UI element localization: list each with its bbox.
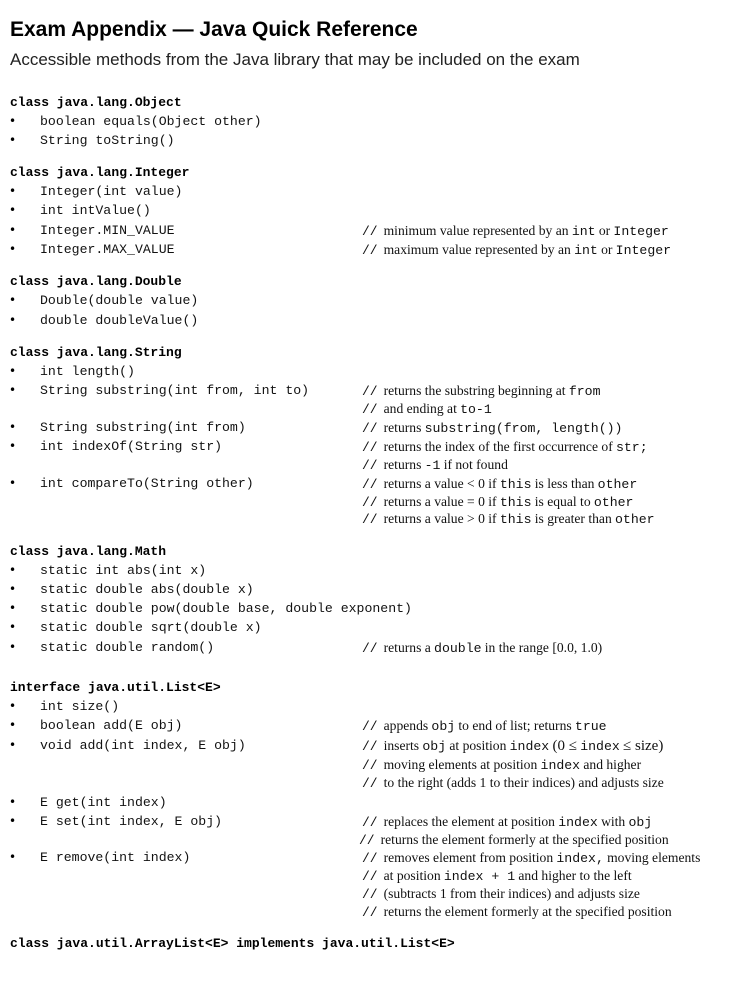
object-class-header: class java.lang.Object <box>10 95 182 110</box>
double-constructor: Double(double value) <box>40 293 199 308</box>
bullet: • <box>9 718 17 732</box>
string-length-method: int length() <box>40 364 135 379</box>
math-abs-double-method: static double abs(double x) <box>40 582 254 597</box>
bullet: • <box>9 476 17 490</box>
integer-max-comment: // maximum value represented by an int or Integer <box>362 242 672 258</box>
double-doublevalue-method: double doubleValue() <box>40 313 199 328</box>
bullet: • <box>9 814 17 828</box>
list-size-method: int size() <box>40 699 120 714</box>
integer-max-value: Integer.MAX_VALUE <box>40 242 175 257</box>
list-remove-comment-4: // returns the element formerly at the specified position <box>362 904 672 920</box>
bullet: • <box>9 293 17 307</box>
math-abs-int-method: static int abs(int x) <box>40 563 207 578</box>
bullet: • <box>9 242 17 256</box>
page-title: Exam Appendix — Java Quick Reference <box>10 18 418 41</box>
list-add-method: boolean add(E obj) <box>40 718 183 733</box>
string-substring-comment-2: // and ending at to-1 <box>362 401 492 417</box>
math-pow-method: static double pow(double base, double exponent) <box>40 601 412 616</box>
string-indexof-comment-1: // returns the index of the first occurrence of str; <box>362 439 648 455</box>
bullet: • <box>9 563 17 577</box>
bullet: • <box>9 313 17 327</box>
string-substring-two-arg: String substring(int from, int to) <box>40 383 310 398</box>
bullet: • <box>9 114 17 128</box>
bullet: • <box>9 582 17 596</box>
bullet: • <box>9 420 17 434</box>
arraylist-class-header: class java.util.ArrayList<E> implements java.util.List<E> <box>10 936 455 951</box>
bullet: • <box>9 184 17 198</box>
list-get-method: E get(int index) <box>40 795 167 810</box>
integer-min-value: Integer.MIN_VALUE <box>40 223 175 238</box>
list-add-index-comment-2: // moving elements at position index and higher <box>362 757 642 773</box>
bullet: • <box>9 223 17 237</box>
list-remove-comment-3: // (subtracts 1 from their indices) and adjusts size <box>362 886 640 902</box>
bullet: • <box>9 439 17 453</box>
string-compareto-comment-1: // returns a value < 0 if this is less than other <box>362 476 638 492</box>
integer-min-comment: // minimum value represented by an int or Integer <box>362 223 669 239</box>
object-equals-method: boolean equals(Object other) <box>40 114 262 129</box>
list-remove-comment-2: // at position index + 1 and higher to the left <box>362 868 632 884</box>
integer-intvalue-method: int intValue() <box>40 203 151 218</box>
double-class-header: class java.lang.Double <box>10 274 182 289</box>
bullet: • <box>9 601 17 615</box>
math-random-method: static double random() <box>40 640 215 655</box>
list-set-method: E set(int index, E obj) <box>40 814 223 829</box>
bullet: • <box>9 699 17 713</box>
bullet: • <box>9 364 17 378</box>
bullet: • <box>9 203 17 217</box>
string-substring-from-comment: // returns substring(from, length()) <box>362 420 623 436</box>
list-add-index-comment-1: // inserts obj at position index (0 ≤ index ≤ size) <box>362 738 664 754</box>
string-indexof-method: int indexOf(String str) <box>40 439 223 454</box>
list-set-comment-2: // returns the element formerly at the specified position <box>359 832 669 848</box>
page-subtitle: Accessible methods from the Java library that may be included on the exam <box>10 50 580 69</box>
bullet: • <box>9 620 17 634</box>
list-add-index-method: void add(int index, E obj) <box>40 738 246 753</box>
bullet: • <box>9 133 17 147</box>
string-substring-comment-1: // returns the substring beginning at from <box>362 383 601 399</box>
math-class-header: class java.lang.Math <box>10 544 167 559</box>
list-interface-header: interface java.util.List<E> <box>10 680 221 695</box>
string-class-header: class java.lang.String <box>10 345 182 360</box>
math-sqrt-method: static double sqrt(double x) <box>40 620 262 635</box>
list-remove-comment-1: // removes element from position index, moving elements <box>362 850 701 866</box>
list-add-index-comment-3: // to the right (adds 1 to their indices) and adjusts size <box>362 775 664 791</box>
integer-constructor: Integer(int value) <box>40 184 183 199</box>
string-compareto-comment-2: // returns a value = 0 if this is equal to other <box>362 494 634 510</box>
list-remove-method: E remove(int index) <box>40 850 191 865</box>
string-compareto-comment-3: // returns a value > 0 if this is greater than other <box>362 511 655 527</box>
string-substring-one-arg: String substring(int from) <box>40 420 246 435</box>
bullet: • <box>9 795 17 809</box>
string-compareto-method: int compareTo(String other) <box>40 476 254 491</box>
integer-class-header: class java.lang.Integer <box>10 165 190 180</box>
object-tostring-method: String toString() <box>40 133 175 148</box>
bullet: • <box>9 640 17 654</box>
bullet: • <box>9 383 17 397</box>
string-indexof-comment-2: // returns -1 if not found <box>362 457 508 473</box>
list-set-comment-1: // replaces the element at position index with obj <box>362 814 653 830</box>
list-add-comment: // appends obj to end of list; returns true <box>362 718 607 734</box>
math-random-comment: // returns a double in the range [0.0, 1.0) <box>362 640 603 656</box>
bullet: • <box>9 850 17 864</box>
bullet: • <box>9 738 17 752</box>
